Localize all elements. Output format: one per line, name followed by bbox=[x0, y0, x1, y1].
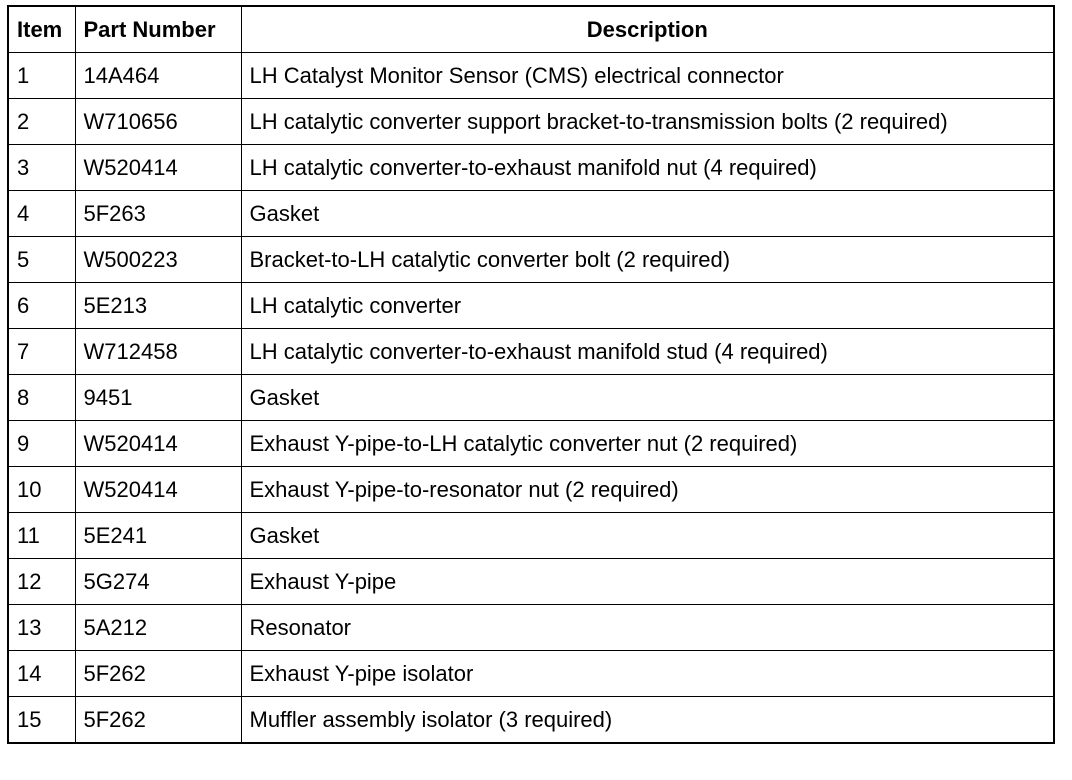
cell-description: Bracket-to-LH catalytic converter bolt (2 required) bbox=[241, 237, 1054, 283]
cell-item: 4 bbox=[8, 191, 75, 237]
cell-description: Gasket bbox=[241, 191, 1054, 237]
cell-part-number: W520414 bbox=[75, 421, 241, 467]
parts-table bbox=[7, 5, 1055, 744]
cell-item: 10 bbox=[8, 467, 75, 513]
cell-part-number: W520414 bbox=[75, 467, 241, 513]
table-row bbox=[8, 283, 1054, 329]
cell-part-number: W710656 bbox=[75, 99, 241, 145]
table-row bbox=[8, 467, 1054, 513]
parts-list-sheet bbox=[7, 5, 1053, 744]
cell-item: 5 bbox=[8, 237, 75, 283]
table-row bbox=[8, 99, 1054, 145]
cell-part-number: 5F262 bbox=[75, 697, 241, 744]
table-row bbox=[8, 375, 1054, 421]
cell-item: 8 bbox=[8, 375, 75, 421]
cell-part-number: 5F263 bbox=[75, 191, 241, 237]
cell-description: Exhaust Y-pipe-to-resonator nut (2 required) bbox=[241, 467, 1054, 513]
table-row bbox=[8, 605, 1054, 651]
cell-item: 3 bbox=[8, 145, 75, 191]
table-row bbox=[8, 559, 1054, 605]
table-row bbox=[8, 651, 1054, 697]
header-row bbox=[8, 6, 1054, 53]
cell-part-number: 9451 bbox=[75, 375, 241, 421]
table-row bbox=[8, 191, 1054, 237]
cell-part-number: 5A212 bbox=[75, 605, 241, 651]
cell-item: 2 bbox=[8, 99, 75, 145]
table-row bbox=[8, 421, 1054, 467]
cell-part-number: 5E241 bbox=[75, 513, 241, 559]
cell-description: Muffler assembly isolator (3 required) bbox=[241, 697, 1054, 744]
cell-item: 15 bbox=[8, 697, 75, 744]
cell-description: LH catalytic converter support bracket-to-transmission bolts (2 required) bbox=[241, 99, 1054, 145]
table-body bbox=[8, 53, 1054, 744]
cell-item: 9 bbox=[8, 421, 75, 467]
header-description: Description bbox=[241, 6, 1054, 53]
cell-description: LH Catalyst Monitor Sensor (CMS) electrical connector bbox=[241, 53, 1054, 99]
table-header bbox=[8, 6, 1054, 53]
cell-part-number: 14A464 bbox=[75, 53, 241, 99]
cell-item: 14 bbox=[8, 651, 75, 697]
header-item: Item bbox=[8, 6, 75, 53]
cell-part-number: W520414 bbox=[75, 145, 241, 191]
cell-part-number: 5E213 bbox=[75, 283, 241, 329]
header-part-number: Part Number bbox=[75, 6, 241, 53]
cell-description: Exhaust Y-pipe-to-LH catalytic converter nut (2 required) bbox=[241, 421, 1054, 467]
cell-item: 1 bbox=[8, 53, 75, 99]
cell-item: 6 bbox=[8, 283, 75, 329]
table-row bbox=[8, 697, 1054, 744]
cell-description: Gasket bbox=[241, 513, 1054, 559]
cell-part-number: 5G274 bbox=[75, 559, 241, 605]
cell-description: Resonator bbox=[241, 605, 1054, 651]
table-row bbox=[8, 145, 1054, 191]
table-row bbox=[8, 53, 1054, 99]
table-row bbox=[8, 513, 1054, 559]
cell-part-number: 5F262 bbox=[75, 651, 241, 697]
cell-description: Exhaust Y-pipe bbox=[241, 559, 1054, 605]
cell-description: Exhaust Y-pipe isolator bbox=[241, 651, 1054, 697]
cell-description: LH catalytic converter-to-exhaust manifold nut (4 required) bbox=[241, 145, 1054, 191]
cell-item: 12 bbox=[8, 559, 75, 605]
table-row bbox=[8, 329, 1054, 375]
cell-description: LH catalytic converter bbox=[241, 283, 1054, 329]
cell-item: 7 bbox=[8, 329, 75, 375]
cell-part-number: W500223 bbox=[75, 237, 241, 283]
cell-description: Gasket bbox=[241, 375, 1054, 421]
cell-description: LH catalytic converter-to-exhaust manifold stud (4 required) bbox=[241, 329, 1054, 375]
table-row bbox=[8, 237, 1054, 283]
cell-item: 11 bbox=[8, 513, 75, 559]
cell-item: 13 bbox=[8, 605, 75, 651]
cell-part-number: W712458 bbox=[75, 329, 241, 375]
